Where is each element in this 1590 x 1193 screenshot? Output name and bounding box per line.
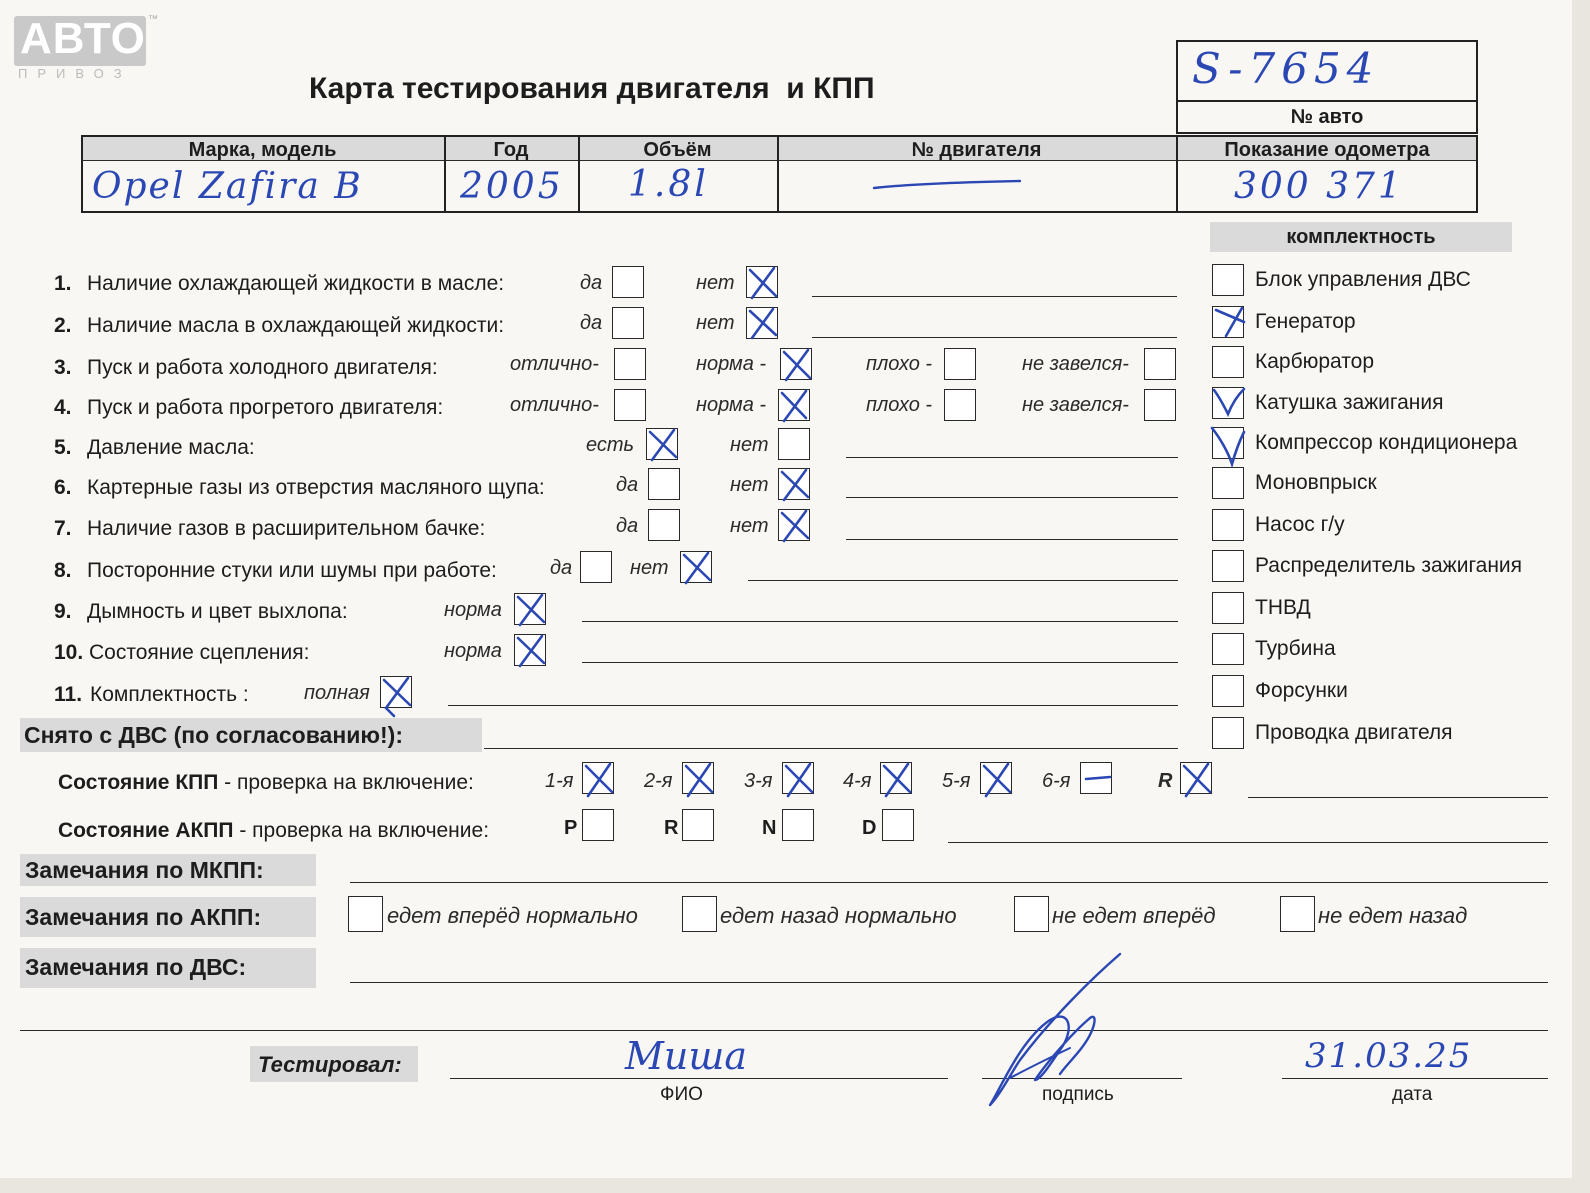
kit-label-ecu: Блок управления ДВС	[1255, 268, 1471, 291]
value-make: Opel Zafira B	[92, 166, 363, 207]
check-3-opt-nostart: не завелся-	[1022, 353, 1129, 375]
kpp-gear-4-label: 4-я	[843, 770, 872, 792]
check-5-label: Давление масла:	[87, 436, 255, 459]
check-1-label: Наличие охлаждающей жидкости в масле:	[87, 272, 505, 295]
check-8-opt-net: нет	[630, 557, 669, 579]
check-5-opt-no: нет	[730, 434, 769, 456]
kpp-gear-1-label: 1-я	[545, 770, 574, 792]
logo-subtext: ПРИВОЗ	[18, 66, 132, 81]
akpp-opt-reverse-ok: едет назад нормально	[720, 903, 957, 928]
check-11-opt-full: полная	[304, 682, 370, 704]
check-3-label: Пуск и работа холодного двигателя:	[87, 356, 438, 379]
check-4-num: 4.	[54, 396, 72, 419]
akpp-opt-no-reverse: не едет назад	[1318, 903, 1468, 928]
akpp-label-rest: - проверка на включение:	[233, 819, 490, 842]
akpp-n-label: N	[762, 817, 777, 839]
check-7-label: Наличие газов в расширительном бачке:	[87, 517, 486, 540]
check-9-label: Дымность и цвет выхлопа:	[87, 600, 348, 623]
check-4-opt-bad: плохо -	[866, 394, 933, 416]
check-7-opt-da: да	[616, 515, 639, 537]
signature-label: подпись	[1042, 1084, 1114, 1105]
check-2-label: Наличие масла в охлаждающей жидкости:	[87, 314, 505, 337]
check-9-opt-normal: норма	[444, 599, 502, 621]
remarks-dvs-label: Замечания по ДВС:	[25, 954, 247, 980]
logo-tm: ™	[148, 14, 158, 25]
kit-label-ac-compressor: Компрессор кондиционера	[1255, 431, 1518, 454]
removed-label: Снято с ДВС (по согласованию!):	[24, 722, 403, 748]
date-handwritten: 31.03.25	[1305, 1036, 1473, 1076]
logo-text: АВТО	[20, 14, 146, 63]
check-8-label: Посторонние стуки или шумы при работе:	[87, 559, 497, 582]
kit-label-carburetor: Карбюратор	[1255, 350, 1375, 373]
kpp-label-rest: - проверка на включение:	[218, 771, 474, 794]
value-volume: 1.8l	[628, 164, 709, 205]
check-1-num: 1.	[54, 272, 72, 295]
kpp-gear-r-label: R	[1158, 770, 1173, 792]
check-1-opt-da: да	[580, 272, 603, 294]
kpp-label-bold: Состояние КПП	[58, 771, 219, 794]
value-odometer: 300 371	[1234, 166, 1404, 207]
check-4-opt-excellent: отлично-	[510, 394, 599, 416]
kit-label-turbine: Турбина	[1255, 637, 1336, 660]
fio-label: ФИО	[660, 1084, 703, 1105]
check-8-opt-da: да	[550, 557, 573, 579]
page-title: Карта тестирования двигателя и КПП	[309, 72, 875, 105]
check-4-opt-nostart: не завелся-	[1022, 394, 1129, 416]
check-4-opt-normal: норма -	[696, 394, 767, 416]
check-6-num: 6.	[54, 476, 72, 499]
akpp-d-label: D	[862, 817, 877, 839]
check-3-opt-normal: норма -	[696, 353, 767, 375]
akpp-opt-no-forward: не едет вперёд	[1052, 903, 1216, 928]
check-7-num: 7.	[54, 517, 72, 540]
check-3-opt-excellent: отлично-	[510, 353, 599, 375]
check-10-label: Состояние сцепления:	[89, 641, 310, 664]
check-10-opt-normal: норма	[444, 640, 502, 662]
check-1-opt-net: нет	[696, 272, 735, 294]
kit-label-ps-pump: Насос г/у	[1255, 513, 1345, 536]
check-6-opt-da: да	[616, 474, 639, 496]
kit-label-tnvd: ТНВД	[1255, 596, 1311, 619]
value-year: 2005	[460, 166, 564, 207]
car-number-handwritten: S-7654	[1192, 44, 1380, 93]
date-label: дата	[1392, 1084, 1433, 1105]
check-5-opt-yes: есть	[586, 434, 635, 456]
check-11-num: 11.	[54, 683, 83, 706]
akpp-r-label: R	[664, 817, 679, 839]
kit-label-wiring: Проводка двигателя	[1255, 721, 1453, 744]
kpp-gear-2-label: 2-я	[644, 770, 673, 792]
kit-label-mono-injection: Моновпрыск	[1255, 471, 1377, 494]
kit-label-generator: Генератор	[1255, 310, 1356, 333]
tester-name-handwritten: Миша	[625, 1034, 748, 1078]
kpp-gear-3-label: 3-я	[744, 770, 773, 792]
car-number-label: № авто	[1290, 106, 1364, 128]
check-10-num: 10.	[54, 641, 84, 664]
remarks-mkpp-label: Замечания по МКПП:	[25, 857, 264, 883]
header-engine-no: № двигателя	[911, 139, 1042, 161]
check-8-num: 8.	[54, 559, 72, 582]
akpp-p-label: P	[564, 817, 578, 839]
akpp-opt-forward-ok: едет вперёд нормально	[387, 903, 638, 928]
tested-label: Тестировал:	[258, 1052, 402, 1077]
remarks-akpp-label: Замечания по АКПП:	[25, 904, 262, 930]
check-11-label: Комплектность :	[90, 683, 249, 706]
kpp-gear-5-label: 5-я	[942, 770, 971, 792]
check-2-opt-da: да	[580, 312, 603, 334]
header-volume: Объём	[643, 139, 712, 161]
check-2-opt-net: нет	[696, 312, 735, 334]
akpp-label-bold: Состояние АКПП	[58, 819, 234, 842]
check-9-num: 9.	[54, 600, 72, 623]
check-3-num: 3.	[54, 356, 72, 379]
check-5-num: 5.	[54, 436, 72, 459]
kpp-gear-6-label: 6-я	[1042, 770, 1071, 792]
header-odometer: Показание одометра	[1224, 139, 1430, 161]
check-6-label: Картерные газы из отверстия масляного щупа:	[87, 476, 545, 499]
check-7-opt-net: нет	[730, 515, 769, 537]
check-6-opt-net: нет	[730, 474, 769, 496]
kit-label-distributor: Распределитель зажигания	[1255, 554, 1523, 577]
check-4-label: Пуск и работа прогретого двигателя:	[87, 396, 444, 419]
kit-label-injectors: Форсунки	[1255, 679, 1348, 702]
header-year: Год	[493, 139, 529, 161]
check-2-num: 2.	[54, 314, 72, 337]
kit-label-ignition-coil: Катушка зажигания	[1255, 391, 1444, 414]
check-3-opt-bad: плохо -	[866, 353, 933, 375]
header-make: Марка, модель	[188, 139, 337, 161]
kit-header: комплектность	[1286, 226, 1436, 248]
